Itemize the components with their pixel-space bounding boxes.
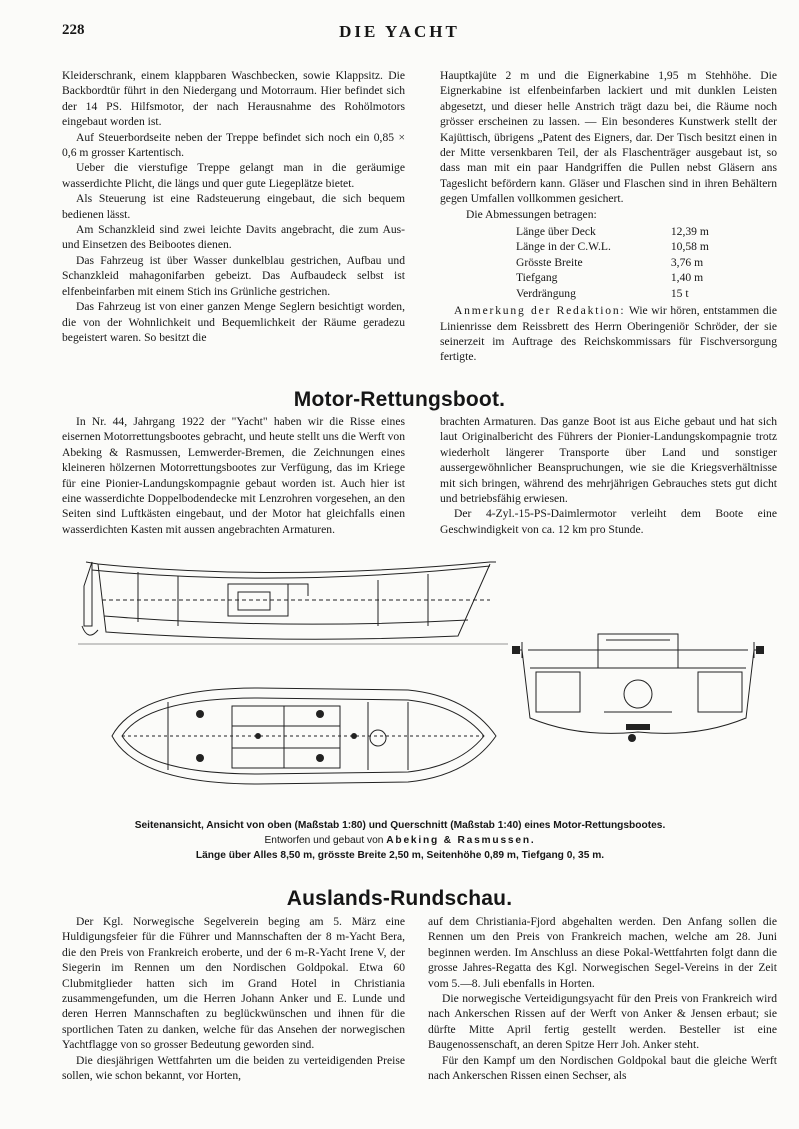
page-number: 228 <box>62 22 85 38</box>
paragraph: Hauptkajüte 2 m und die Eignerkabine 1,95 m Stehhöhe. Die Eignerkabine ist elfenbeinfarben lackiert und mit dunklen Leisten abgesetzt, und dieser helle Anstrich trägt dazu bei, die Räume noch grösser erscheinen zu lassen. — Ein besonderes Kunstwerk stellt der Kajüttisch, übrigens „Patent des Eigners, dar. Der Tisch besitzt einen in der Mitte versenkbaren Teil, der als Flaschenträger ausgebaut ist, so dass man mit ein paar Handgriffen die Pullen nebst Gläsern ans Tageslicht befördern kann. Gläser und Flaschen sind in ihren Behältern gegen Umfallen vollkommen gesichert. <box>440 69 777 206</box>
paragraph: Das Fahrzeug ist über Wasser dunkelblau gestrichen, Aufbau und Schanzkleid mahagonifarben gebeizt. Das Aufbaudeck selbst ist elfenbeinfarben mit einem Stich ins Grünliche gestrichen. <box>62 253 405 298</box>
caption-line-credit <box>60 833 740 848</box>
dimension-label: Verdrängung <box>516 286 576 300</box>
dimension-row <box>516 239 713 254</box>
paragraph: Ueber die vierstufige Treppe gelangt man in die geräumige wasserdichte Plicht, die längs und quer gute Liegeplätze bietet. <box>62 161 405 190</box>
motor-right-column <box>440 414 777 537</box>
top-right-column <box>440 68 777 365</box>
caption-line-dimensions: Länge über Alles 8,50 m, grösste Breite 2,50 m, Seitenhöhe 0,89 m, Tiefgang 0, 35 m. <box>195 850 605 861</box>
cross-section-drawing <box>508 628 770 750</box>
section-title-auslands-rundschau: Auslands-Rundschau. <box>286 887 513 910</box>
dimension-value: 1,40 m <box>670 271 704 285</box>
paragraph: Für den Kampf um den Nordischen Goldpokal baut die gleiche Werft nach Ankerschen Rissen einen Sechser, als <box>428 1053 777 1083</box>
caption-line-title: Seitenansicht, Ansicht von oben (Maßstab 1:80) und Querschnitt (Maßstab 1:40) eines Motor-Rettungsbootes. <box>134 820 666 831</box>
editorial-note-label: Anmerkung der Redaktion: <box>454 304 626 318</box>
figure-caption <box>60 818 740 863</box>
caption-credit-name: Abeking & Rasmussen. <box>386 835 536 846</box>
paragraph: Kleiderschrank, einem klappbaren Waschbecken, sowie Klappsitz. Die Backbordtür führt in den Niedergang und Motorraum. Hier befindet sich der 14 PS. Hilfsmotor, der nach Herausnahme des Rohölmotors eingebaut worden ist. <box>62 69 405 129</box>
ausland-right-column <box>428 914 777 1083</box>
editorial-note <box>440 303 777 365</box>
dimensions-table <box>516 224 713 301</box>
dimension-label: Tiefgang <box>516 271 558 285</box>
paragraph: Die norwegische Verteidigungsyacht für den Preis von Frankreich wird nach Ankerschen Rissen auf der Werft von Anker & Jensen erbaut; sie dürfte Mitte April fertig gestellt werden. Besteller ist eine Baugenossenschaft, an deren Spitze Herr Joh. Anker steht. <box>428 992 777 1052</box>
paragraph: Der Kgl. Norwegische Segelverein beging am 5. März eine Huldigungsfeier für die Führer und Mannschaften der 8 m-Yacht Bera, die den Preis von Frankreich eroberte, und der 6 m-R-Yacht Irene V, der Siegerin im Rennen um den Nordischen Goldpokal. Etwa 60 Clubmitglieder hatten sich im Grand Hotel in Christiania zusammengefunden, um die Herren Johann Anker und E. Lunde und deren Herren Mannschaften zu beglückwünschen und ihnen für die sportlichen Taten zu danken, welche für das Ansehen der norwegischen Yachtflagge von so grosser Bedeutung geworden sind. <box>62 915 405 1052</box>
top-left-column <box>62 68 405 345</box>
paragraph: Der 4-Zyl.-15-PS-Daimlermotor verleiht dem Boote eine Geschwindigkeit von ca. 12 km pro Stunde. <box>440 507 777 536</box>
ausland-left-column <box>62 914 405 1083</box>
dimension-value: 10,58 m <box>670 240 709 254</box>
section-title-motor-rettungsboot: Motor-Rettungsboot. <box>293 388 506 411</box>
dimension-value: 15 t <box>670 286 689 300</box>
paragraph: auf dem Christiania-Fjord abgehalten werden. Den Anfang sollen die Rennen um den Preis von Frankreich machen, welche am 28. Juni beginnen werden. Im Anschluss an diese Pokal-Wettfahrten folgt dann die grosse Jahres-Regatta des Kgl. Norwegischen Segel-Vereins in der Zeit vom 5.—8. Juli ebenfalls in Horten. <box>428 915 777 990</box>
side-elevation-drawing <box>78 556 508 648</box>
dimension-row <box>516 286 713 301</box>
paragraph: Die diesjährigen Wettfahrten um die beiden zu verteidigenden Preise sollen, wie schon bekannt, vor Horten, <box>62 1053 405 1083</box>
paragraph: Am Schanzkleid sind zwei leichte Davits angebracht, die zum Aus- und Einsetzen des Beibootes dienen. <box>62 223 405 252</box>
top-view-drawing <box>108 684 500 788</box>
dimension-row <box>516 255 713 270</box>
dimension-row <box>516 270 713 285</box>
paragraph: In Nr. 44, Jahrgang 1922 der "Yacht" haben wir die Risse eines eisernen Motorrettungsbootes gebracht, und heute stellt uns die Werft von Abeking & Rasmussen, Lemwerder-Bremen, die Zeichnungen eines kleineren hölzernen Motorrettungsbootes zur Verfügung, das im Kriege für eine Pionier-Landungskompagnie gebaut worden ist. Auch hier ist eine wasserdichte Doppelbodendecke mit Lenzrohren vorgesehen, an den Seiten sind Luftkästen eingebaut, und der Motor hat gleichfalls einen wasserdichten Kasten mit aussen angebrachten Armaturen. <box>62 415 405 536</box>
dimension-label: Grösste Breite <box>516 255 583 269</box>
motor-left-column <box>62 414 405 537</box>
paragraph: Als Steuerung ist eine Radsteuerung eingebaut, die sich bequem bedienen lässt. <box>62 192 405 221</box>
dimension-value: 3,76 m <box>670 255 704 269</box>
dimension-value: 12,39 m <box>670 225 709 239</box>
running-head: DIE YACHT <box>339 22 460 41</box>
dimension-label: Länge über Deck <box>516 225 596 239</box>
dimensions-intro: Die Abmessungen betragen: <box>466 207 597 221</box>
dimension-row <box>516 224 713 239</box>
editorial-note-text: Wie wir hören, entstammen die Linienrisse dem Reissbrett des Herrn Oberingeniör Schröder, der sie seinerzeit im Auftrage des Reichskommissars für Fischversorgung fertigte. <box>440 304 777 364</box>
paragraph: brachten Armaturen. Das ganze Boot ist aus Eiche gebaut und hat sich laut Originalbericht des Führers der Pionier-Landungskompagnie trotz wiederholt längerer Transporte über Land und sonstiger aussergewöhnlicher Beanspruchungen, wie sie die Kriegsverhältnisse mit sich bringen, während des mehrjährigen Gebrauches stets gut dicht und betriebsfähig erwiesen. <box>440 415 777 506</box>
caption-credit-prefix: Entworfen und gebaut von <box>264 835 387 846</box>
paragraph: Auf Steuerbordseite neben der Treppe befindet sich noch ein 0,85 × 0,6 m grosser Kartentisch. <box>62 130 405 160</box>
paragraph: Das Fahrzeug ist von einer ganzen Menge Seglern besichtigt worden, die von der Wohnlichkeit und Bequemlichkeit der Räume geradezu begeistert waren. So besitzt die <box>62 300 405 344</box>
dimension-label: Länge in der C.W.L. <box>516 240 611 254</box>
